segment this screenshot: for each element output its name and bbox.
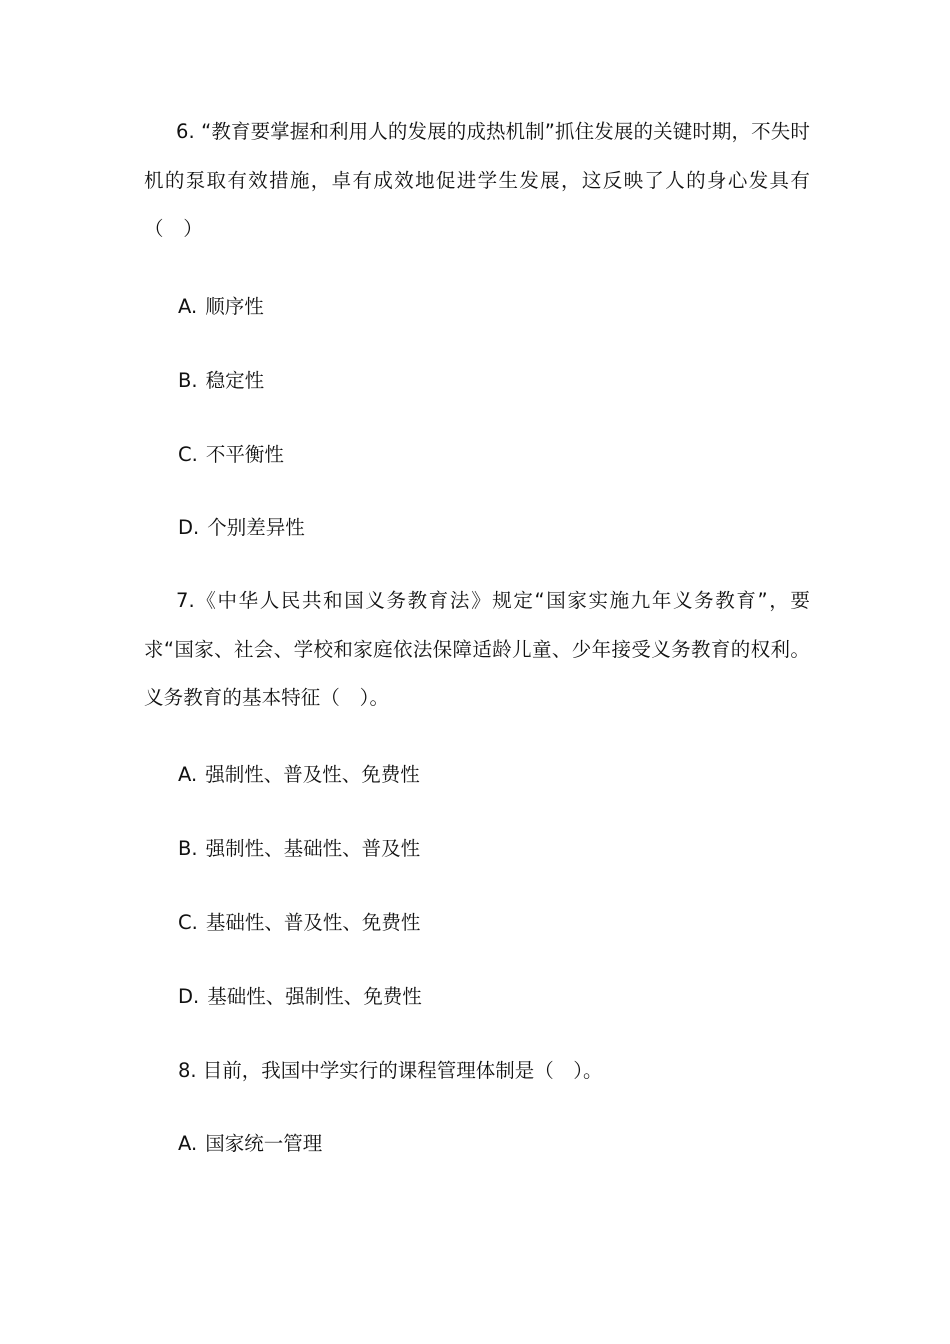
- option-text: 稳定性: [205, 369, 265, 392]
- option-letter: B.: [178, 837, 198, 860]
- option-letter: C.: [178, 911, 198, 934]
- question-6-option-b: [178, 366, 264, 396]
- question-6-option-a: [178, 292, 264, 322]
- option-letter: B.: [178, 369, 198, 392]
- option-letter: D.: [178, 516, 200, 539]
- option-letter: C.: [178, 443, 198, 466]
- question-6-stem: 6. “教育要掌握和利用人的发展的成热机制”抓住发展的关键时期，不失时机的泵取有效措施，卓有成效地促进学生发展，这反映了人的身心发具有（ ）: [144, 120, 810, 240]
- question-7-option-d: [178, 982, 422, 1012]
- option-text: 个别差异性: [207, 516, 305, 539]
- option-text: 基础性、强制性、免费性: [207, 985, 422, 1008]
- question-7-stem: 7.《中华人民共和国义务教育法》规定“国家实施九年义务教育”，要求“国家、社会、学校和家庭依法保障适龄儿童、少年接受义务教育的权利。义务教育的基本特征（ ）。: [144, 589, 810, 709]
- question-8-option-a: [178, 1129, 322, 1159]
- option-text: 基础性、普及性、免费性: [205, 911, 421, 934]
- question-7-option-c: [178, 908, 420, 938]
- option-text: 不平衡性: [205, 443, 284, 466]
- question-8-stem: 8. 目前，我国中学实行的课程管理体制是（ ）。: [178, 1059, 603, 1082]
- question-7-option-b: [178, 834, 420, 864]
- option-text: 国家统一管理: [205, 1132, 323, 1155]
- option-text: 顺序性: [205, 295, 264, 318]
- option-text: 强制性、基础性、普及性: [205, 837, 421, 860]
- question-6-option-d: [178, 513, 305, 543]
- option-letter: A.: [178, 1132, 198, 1155]
- option-text: 强制性、普及性、免费性: [205, 763, 420, 786]
- question-7-option-a: [178, 760, 420, 790]
- option-letter: A.: [178, 295, 198, 318]
- option-letter: A.: [178, 763, 198, 786]
- option-letter: D.: [178, 985, 200, 1008]
- question-6-option-c: [178, 440, 284, 470]
